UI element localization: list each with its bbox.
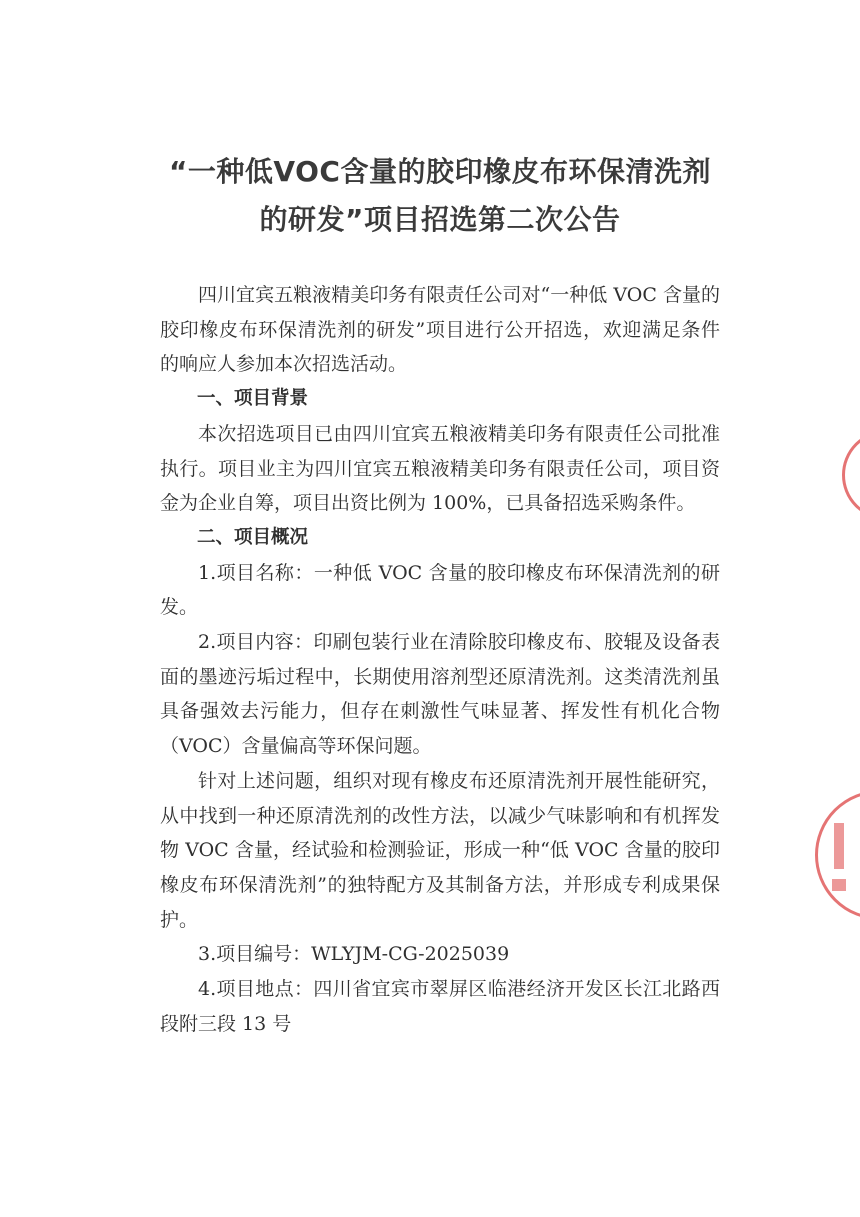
- title-line-1: “一种低VOC含量的胶印橡皮布环保清洗剂: [169, 155, 711, 188]
- title-line-2: 的研发”项目招选第二次公告: [259, 203, 621, 236]
- project-number-item: 3.项目编号：WLYJM-CG-2025039: [198, 943, 510, 966]
- background-paragraph: 本次招选项目已由四川宜宾五粮液精美印务有限责任公司批准执行。项目业主为四川宜宾五粮液精美印务有限责任公司，项目资金为企业自筹，项目出资比例为 100%，已具备招选采购条件。: [160, 422, 720, 515]
- document-title: [100, 148, 780, 244]
- project-location-item: 4.项目地点：四川省宜宾市翠屏区临港经济开发区长江北路西段附三段 13 号: [160, 978, 720, 1035]
- project-content-continued: 针对上述问题，组织对现有橡皮布还原清洗剂开展性能研究，从中找到一种还原清洗剂的改性方法，以减少气味影响和有机挥发物 VOC 含量，经试验和检测验证，形成一种“低 VOC 含量的胶印橡皮布环保清洗剂”的独特配方及其制备方法，并形成专利成果保护。: [160, 769, 720, 931]
- project-content-item: 2.项目内容：印刷包装行业在清除胶印橡皮布、胶辊及设备表面的墨迹污垢过程中，长期使用溶剂型还原清洗剂。这类清洗剂虽具备强效去污能力，但存在刺激性气味显著、挥发性有机化合物（VOC）含量偏高等环保问题。: [160, 631, 720, 758]
- red-seal-stamp-partial: [815, 790, 860, 920]
- red-seal-stamp-partial: [842, 430, 860, 520]
- document-body: [160, 278, 720, 1041]
- section-heading-background: 一、项目背景: [197, 388, 309, 410]
- project-name-item: 1.项目名称：一种低 VOC 含量的胶印橡皮布环保清洗剂的研发。: [160, 561, 720, 619]
- section-heading-overview: 二、项目概况: [197, 526, 309, 548]
- intro-paragraph: 四川宜宾五粮液精美印务有限责任公司对“一种低 VOC 含量的胶印橡皮布环保清洗剂的研发”项目进行公开招选，欢迎满足条件的响应人参加本次招选活动。: [160, 284, 720, 376]
